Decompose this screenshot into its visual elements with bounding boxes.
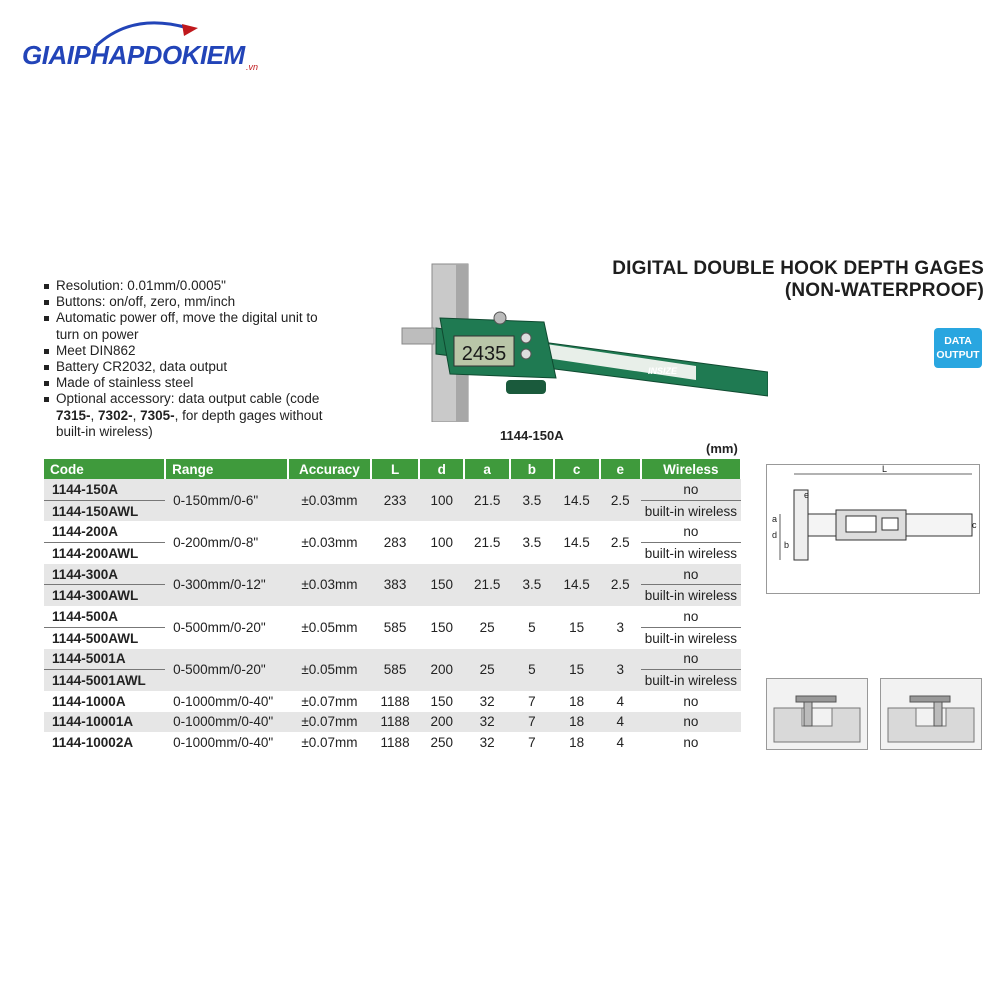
wireless-cell: no — [641, 479, 741, 500]
dim-l-cell: 1188 — [371, 732, 420, 753]
logo-text: GIAIPHAPDOKIEM — [22, 40, 245, 70]
dim-label-c: c — [972, 520, 977, 530]
dim-c-cell: 14.5 — [554, 521, 600, 563]
dim-c-cell: 18 — [554, 732, 600, 753]
dim-a-cell: 21.5 — [464, 521, 510, 563]
dim-label-b: b — [784, 540, 790, 550]
code-cell: 1144-500A — [44, 606, 165, 627]
wireless-cell: no — [641, 521, 741, 542]
gage-brand: INSIZE — [648, 366, 678, 376]
col-wireless: Wireless — [641, 459, 741, 479]
feature-text: Optional accessory: data output cable (code — [56, 391, 320, 407]
wireless-cell: built-in wireless — [641, 543, 741, 564]
code-cell: 1144-10001A — [44, 712, 165, 733]
title-line-2: (NON-WATERPROOF) — [784, 280, 984, 301]
accuracy-cell: ±0.07mm — [288, 712, 371, 733]
wireless-cell: no — [641, 732, 741, 753]
col-a: a — [464, 459, 510, 479]
usage-thumbnail-2 — [880, 678, 982, 750]
dim-c-cell: 18 — [554, 712, 600, 733]
feature-item: Meet DIN862 — [44, 343, 344, 359]
wireless-cell: built-in wireless — [641, 585, 741, 606]
table-row — [44, 606, 741, 627]
dim-d-cell: 150 — [419, 606, 464, 648]
data-output-badge — [934, 328, 982, 368]
dim-e-cell: 2.5 — [600, 564, 641, 606]
dim-c-cell: 14.5 — [554, 479, 600, 521]
title-line-1: DIGITAL DOUBLE HOOK DEPTH GAGES — [612, 258, 984, 279]
dim-c-cell: 18 — [554, 691, 600, 712]
wireless-cell: no — [641, 649, 741, 670]
accuracy-cell: ±0.07mm — [288, 732, 371, 753]
accessory-code: 7315- — [56, 407, 91, 423]
dim-b-cell: 7 — [510, 712, 553, 733]
product-model-caption: 1144-150A — [500, 428, 564, 443]
dim-a-cell: 32 — [464, 712, 510, 733]
dim-l-cell: 1188 — [371, 691, 420, 712]
code-cell: 1144-150AWL — [44, 500, 165, 521]
range-cell: 0-1000mm/0-40" — [165, 691, 288, 712]
dim-l-cell: 283 — [371, 521, 420, 563]
col-c: c — [554, 459, 600, 479]
dim-label-d: d — [772, 530, 778, 540]
table-row — [44, 521, 741, 542]
accessory-code: 7302- — [98, 407, 133, 423]
col-d: d — [419, 459, 464, 479]
feature-item: Resolution: 0.01mm/0.0005" — [44, 278, 344, 294]
dim-e-cell: 2.5 — [600, 479, 641, 521]
table-row — [44, 732, 741, 753]
table-row — [44, 712, 741, 733]
dim-d-cell: 150 — [419, 564, 464, 606]
wireless-cell: no — [641, 564, 741, 585]
depth-gage-image — [396, 262, 768, 422]
dim-l-cell: 1188 — [371, 712, 420, 733]
dim-b-cell: 5 — [510, 606, 553, 648]
table-row — [44, 479, 741, 500]
table-row — [44, 649, 741, 670]
dim-l-cell: 383 — [371, 564, 420, 606]
accessory-code: 7305- — [140, 407, 175, 423]
wireless-cell: built-in wireless — [641, 500, 741, 521]
dim-l-cell: 233 — [371, 479, 420, 521]
table-row — [44, 564, 741, 585]
dim-a-cell: 32 — [464, 732, 510, 753]
feature-item: Automatic power off, move the digital unit to turn on power — [44, 310, 344, 342]
range-cell: 0-200mm/0-8" — [165, 521, 288, 563]
code-cell: 1144-5001AWL — [44, 670, 165, 691]
dim-b-cell: 3.5 — [510, 479, 553, 521]
range-cell: 0-300mm/0-12" — [165, 564, 288, 606]
accuracy-cell: ±0.07mm — [288, 691, 371, 712]
accuracy-cell: ±0.05mm — [288, 606, 371, 648]
feature-list — [44, 278, 344, 440]
dim-a-cell: 32 — [464, 691, 510, 712]
dim-c-cell: 14.5 — [554, 564, 600, 606]
col-l: L — [371, 459, 420, 479]
feature-sep: , — [90, 407, 99, 423]
dim-e-cell: 4 — [600, 691, 641, 712]
dim-d-cell: 100 — [419, 521, 464, 563]
code-cell: 1144-10002A — [44, 732, 165, 753]
code-cell: 1144-150A — [44, 479, 165, 500]
dim-d-cell: 200 — [419, 649, 464, 691]
range-cell: 0-1000mm/0-40" — [165, 732, 288, 753]
dim-e-cell: 4 — [600, 712, 641, 733]
table-row — [44, 691, 741, 712]
gage-button — [521, 333, 531, 343]
feature-sep: , — [132, 407, 141, 423]
wireless-cell: built-in wireless — [641, 670, 741, 691]
col-e: e — [600, 459, 641, 479]
range-cell: 0-500mm/0-20" — [165, 649, 288, 691]
dim-label-l: L — [882, 464, 888, 474]
feature-item — [44, 391, 344, 440]
site-logo[interactable] — [22, 18, 272, 78]
dim-e-cell: 4 — [600, 732, 641, 753]
dim-label-a: a — [772, 514, 778, 524]
dim-a-cell: 25 — [464, 606, 510, 648]
dim-d-cell: 150 — [419, 691, 464, 712]
wireless-cell: no — [641, 712, 741, 733]
thumb-beam — [910, 696, 950, 702]
dim-label-e: e — [804, 490, 810, 500]
col-accuracy: Accuracy — [288, 459, 371, 479]
dim-b-cell: 3.5 — [510, 521, 553, 563]
code-cell: 1144-5001A — [44, 649, 165, 670]
spec-body — [44, 479, 741, 753]
dim-b-cell: 5 — [510, 649, 553, 691]
col-b: b — [510, 459, 553, 479]
dim-e-cell: 3 — [600, 606, 641, 648]
accuracy-cell: ±0.03mm — [288, 521, 371, 563]
feature-item: Made of stainless steel — [44, 375, 344, 391]
unit-label: (mm) — [706, 441, 738, 456]
range-cell: 0-150mm/0-6" — [165, 479, 288, 521]
dim-d-cell: 200 — [419, 712, 464, 733]
spec-header-row — [44, 459, 741, 479]
code-cell: 1144-500AWL — [44, 627, 165, 648]
gage-lcd-reading: 2435 — [461, 343, 507, 365]
gage-lock-screw — [494, 312, 506, 324]
accuracy-cell: ±0.05mm — [288, 649, 371, 691]
diagram-button — [882, 518, 898, 530]
code-cell: 1144-300A — [44, 564, 165, 585]
feature-text: , for depth gages without built-in wireless) — [56, 407, 323, 439]
wireless-cell: built-in wireless — [641, 627, 741, 648]
code-cell: 1144-300AWL — [44, 585, 165, 606]
code-cell: 1144-200A — [44, 521, 165, 542]
dim-a-cell: 21.5 — [464, 564, 510, 606]
dim-c-cell: 15 — [554, 606, 600, 648]
dim-d-cell: 250 — [419, 732, 464, 753]
code-cell: 1144-1000A — [44, 691, 165, 712]
dim-d-cell: 100 — [419, 479, 464, 521]
thumb-beam — [796, 696, 836, 702]
badge-line-2: OUTPUT — [936, 349, 980, 361]
dim-b-cell: 7 — [510, 691, 553, 712]
wireless-cell: no — [641, 606, 741, 627]
dim-c-cell: 15 — [554, 649, 600, 691]
diagram-base — [794, 490, 808, 560]
dim-b-cell: 7 — [510, 732, 553, 753]
wireless-cell: no — [641, 691, 741, 712]
gage-thumb-roller — [506, 380, 546, 394]
diagram-lcd — [846, 516, 876, 532]
feature-item: Battery CR2032, data output — [44, 359, 344, 375]
dimension-diagram — [766, 464, 980, 594]
accuracy-cell: ±0.03mm — [288, 564, 371, 606]
col-code: Code — [44, 459, 165, 479]
badge-line-1: DATA — [944, 335, 972, 347]
gage-button — [521, 349, 531, 359]
dim-e-cell: 2.5 — [600, 521, 641, 563]
range-cell: 0-500mm/0-20" — [165, 606, 288, 648]
feature-item: Buttons: on/off, zero, mm/inch — [44, 294, 344, 310]
col-range: Range — [165, 459, 288, 479]
accuracy-cell: ±0.03mm — [288, 479, 371, 521]
dim-l-cell: 585 — [371, 649, 420, 691]
logo-suffix: .vn — [246, 62, 259, 72]
range-cell: 0-1000mm/0-40" — [165, 712, 288, 733]
dim-a-cell: 25 — [464, 649, 510, 691]
dim-a-cell: 21.5 — [464, 479, 510, 521]
dim-b-cell: 3.5 — [510, 564, 553, 606]
dim-e-cell: 3 — [600, 649, 641, 691]
spec-table — [44, 459, 742, 753]
usage-thumbnail-1 — [766, 678, 868, 750]
code-cell: 1144-200AWL — [44, 543, 165, 564]
gage-hook — [402, 328, 434, 344]
dim-l-cell: 585 — [371, 606, 420, 648]
